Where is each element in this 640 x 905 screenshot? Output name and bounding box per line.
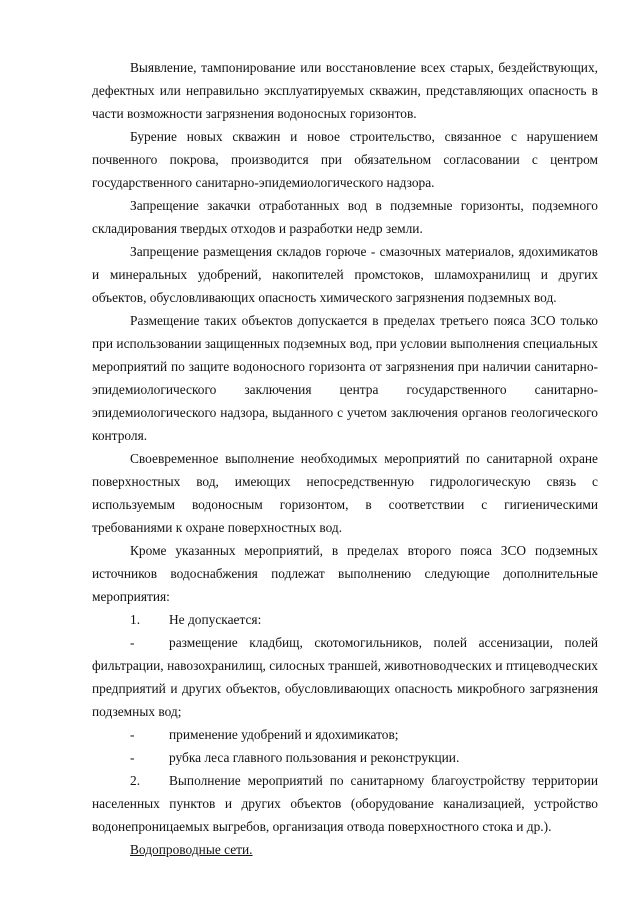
list-item	[92, 723, 598, 746]
list-item	[92, 608, 598, 631]
list-marker: -	[130, 750, 135, 765]
list-marker: 2.	[130, 773, 141, 788]
list-item-text: Выполнение мероприятий по санитарному благоустройству территории населенных пунктов и других объектов (оборудование канализацией, устройство водонепроницаемых выгребов, организация отвода поверхностного стока и др.).	[92, 773, 598, 834]
list-marker: 1.	[130, 612, 141, 627]
paragraph-injection-ban: Запрещение закачки отработанных вод в подземные горизонты, подземного складирования твердых отходов и разработки недр земли.	[92, 198, 598, 236]
list-item	[92, 746, 598, 769]
paragraph-placement-conditions: Размещение таких объектов допускается в пределах третьего пояса ЗСО только при использовании защищенных подземных вод, при условии выполнения специальных мероприятий по защите водоносного горизонта от загрязнения при наличии санитарно-эпидемиологического заключения центра государственного санитарно-эпидемиологического надзора, выданного с учетом заключения органов геологического контроля.	[92, 313, 598, 443]
list-item-text: размещение кладбищ, скотомогильников, полей ассенизации, полей фильтрации, навозохранилищ, силосных траншей, животноводческих и птицеводческих предприятий и других объектов, обусловливающих опасность микробного загрязнения подземных вод;	[92, 635, 598, 719]
paragraph-drilling-approval: Бурение новых скважин и новое строительство, связанное с нарушением почвенного покрова, производится при обязательном согласовании с центром государственного санитарно-эпидемиологического надзора.	[92, 129, 598, 190]
paragraph-well-plugging: Выявление, тампонирование или восстановление всех старых, бездействующих, дефектных или неправильно эксплуатируемых скважин, представляющих опасность в части возможности загрязнения водоносных горизонтов.	[92, 60, 598, 121]
paragraph-surface-water: Своевременное выполнение необходимых мероприятий по санитарной охране поверхностных вод, имеющих непосредственную гидрологическую связь с используемым водоносным горизонтом, в соответствии с гигиеническими требованиями к охране поверхностных вод.	[92, 451, 598, 535]
list-item-text: Не допускается:	[169, 612, 262, 627]
list-item	[92, 769, 598, 838]
paragraph-storage-ban: Запрещение размещения складов горюче - смазочных материалов, ядохимикатов и минеральных удобрений, накопителей промстоков, шламохранилищ и других объектов, обусловливающих опасность химического загрязнения подземных вод.	[92, 244, 598, 305]
section-heading: Водопроводные сети.	[130, 842, 253, 857]
list-item-text: рубка леса главного пользования и реконструкции.	[169, 750, 460, 765]
paragraph-additional-measures: Кроме указанных мероприятий, в пределах второго пояса ЗСО подземных источников водоснабжения подлежат выполнению следующие дополнительные мероприятия:	[92, 543, 598, 604]
list-marker: -	[130, 727, 135, 742]
list-item-text: применение удобрений и ядохимикатов;	[169, 727, 399, 742]
list-marker: -	[130, 635, 135, 650]
list-item	[92, 631, 598, 723]
document-page	[92, 56, 598, 861]
